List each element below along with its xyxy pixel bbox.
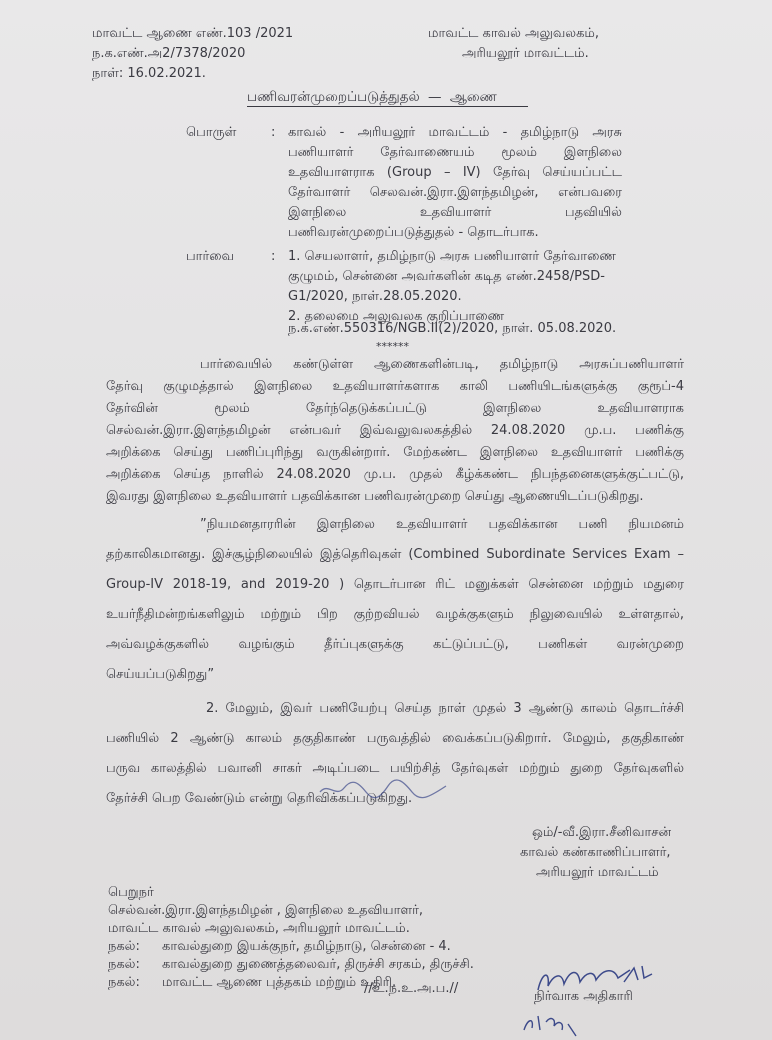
- signature-name: ஒம்/-வீ.இரா.சீனிவாசன்: [532, 825, 672, 840]
- word: IV): [462, 165, 481, 180]
- body-line: தேர்வின் மூலம் தேர்ந்தெடுக்கப்பட்டு இளநிலை உதவியாளராக: [106, 401, 684, 416]
- body-line: செல்வன்.இரா.இளந்தமிழன் என்பவர் இவ்வலுவலகத்தில் 24.08.2020 மு.ப. பணிக்கு: [106, 423, 684, 438]
- copy-label: நகல்:: [108, 975, 140, 990]
- reference-label: பார்வை: [186, 249, 235, 264]
- subject-line: [288, 164, 622, 182]
- word: தேர்வாளர்: [288, 185, 351, 200]
- office-district: அரியலூர் மாவட்டம்.: [462, 46, 589, 61]
- reference-line: ந.க.எண்.550316/NGB.II(2)/2020, நாள். 05.08.2020.: [288, 321, 617, 336]
- copy-label: நகல்:: [108, 939, 140, 954]
- subject-last-line: பணிவரன்முறைப்படுத்துதல் - தொடர்பாக.: [288, 225, 539, 240]
- attestation: //உ.ந.உ.அ.ப.//: [364, 981, 459, 996]
- copy-text: காவல்துறை இயக்குநர், தமிழ்நாடு, சென்னை - 4.: [162, 939, 451, 954]
- quote-line: செய்யப்படுகிறது”: [106, 667, 215, 682]
- quote-line: உயர்நீதிமன்றங்களிலும் மற்றும் பிற குற்றவியல் வழக்குகளும் நிலுவையில் உள்ளதால்,: [106, 607, 684, 622]
- quote-line: ”நியமனதாரரின் இளநிலை உதவியாளர் பதவிக்கான பணி நியமனம்: [200, 517, 684, 532]
- word: செலவன்.இரா.இளந்தமிழன்,: [369, 185, 539, 200]
- handwritten-initials: [520, 1008, 580, 1040]
- title-dash: —: [428, 89, 442, 105]
- subject-line: [288, 144, 622, 162]
- subject-line: [288, 184, 622, 202]
- body-line: தேர்ச்சி பெற வேண்டும் என்று தெரிவிக்கப்படுகிறது.: [106, 791, 413, 806]
- body-line: அறிக்கை செய்த நாளில் 24.08.2020 மு.ப. முதல் கீழ்க்கண்ட நிபந்தனைகளுக்குட்பட்டு,: [106, 467, 684, 482]
- reference-line: 1. செயலாளர், தமிழ்நாடு அரசு பணியாளர் தேர்வாணை: [288, 249, 616, 264]
- word: -: [502, 125, 508, 140]
- body-line: பருவ காலத்தில் பவானி சாகர் அடிப்படை பயிற்சித் தேர்வுகள் மற்றும் துறை தேர்வுகளில்: [106, 761, 684, 776]
- word: இளநிலை: [288, 205, 347, 220]
- body-line: தேர்வு குழுமத்தால் இளநிலை உதவியாளர்களாக காலி பணியிடங்களுக்கு குரூப்-4: [106, 379, 684, 394]
- copy-label: நகல்:: [108, 957, 140, 972]
- word: காவல்: [288, 125, 327, 140]
- subject-label: பொருள்: [186, 125, 237, 140]
- reference-colon: :: [271, 249, 276, 264]
- word: (Group: [386, 165, 432, 180]
- signature-district: அரியலூர் மாவட்டம்: [536, 865, 659, 880]
- subject-line: [288, 124, 622, 142]
- separator-stars: ******: [376, 340, 409, 353]
- word: என்பவரை: [558, 185, 622, 200]
- order-number: மாவட்ட ஆணை எண்.103 /2021: [92, 26, 294, 41]
- reference-line: குழுமம், சென்னை அவர்களின் கடித எண்.2458/PSD-: [288, 269, 605, 284]
- office-name: மாவட்ட காவல் அலுவலகம்,: [428, 26, 599, 41]
- body-line: 2. மேலும், இவர் பணியேற்பு செய்த நாள் முதல் 3 ஆண்டு காலம் தொடர்ச்சி: [206, 701, 684, 716]
- body-line: அறிக்கை செய்து பணிப்புரிந்து வருகின்றார். மேற்கண்ட இளநிலை உதவியாளர் பணிக்கு: [106, 445, 684, 460]
- subject-colon: :: [271, 125, 276, 140]
- subject-line: [288, 204, 622, 222]
- handwritten-scribble: [318, 778, 448, 800]
- reference-number: ந.க.எண்.அ2/7378/2020: [92, 46, 246, 61]
- copy-text: காவல்துறை துணைத்தலைவர், திருச்சி சரகம், திருச்சி.: [162, 957, 474, 972]
- word: மாவட்டம்: [428, 125, 490, 140]
- word: தேர்வு: [493, 165, 530, 180]
- officer-title: நிர்வாக அதிகாரி: [534, 989, 633, 1004]
- word: -: [339, 125, 345, 140]
- quote-line: Group-IV 2018-19, and 2019-20 ) தொடர்பான ரிட் மனுக்கள் சென்னை மற்றும் மதுரை: [106, 577, 684, 592]
- recipient-line: செல்வன்.இரா.இளந்தமிழன் , இளநிலை உதவியாளர்,: [108, 903, 424, 918]
- word: உதவியாளராக: [288, 165, 375, 180]
- signature-designation: காவல் கண்காணிப்பாளர்,: [520, 845, 671, 860]
- word: மூலம்: [501, 145, 537, 160]
- word: இளநிலை: [563, 145, 622, 160]
- title-left: பணிவரன்முறைப்படுத்துதல்: [247, 89, 420, 105]
- body-line: பணியில் 2 ஆண்டு காலம் தகுதிகாண் பருவத்தில் வைக்கப்படுகிறார். மேலும், தகுதிகாண்: [106, 731, 684, 746]
- word: தேர்வாணையம்: [380, 145, 475, 160]
- word: செய்யப்பட்ட: [542, 165, 622, 180]
- word: பணியாளர்: [288, 145, 354, 160]
- recipient-line: மாவட்ட காவல் அலுவலகம், அரியலூர் மாவட்டம்.: [108, 921, 410, 936]
- document-title: [247, 88, 497, 106]
- reference-line: 2. தலைமை அலுவலக குறிப்பாணை: [288, 309, 505, 324]
- word: அரசு: [592, 125, 622, 140]
- word: உதவியாளர்: [419, 205, 492, 220]
- word: அரியலூர்: [357, 125, 416, 140]
- title-right: ஆணை: [449, 89, 497, 105]
- word: –: [443, 165, 451, 180]
- word: பதவியில்: [564, 205, 622, 220]
- reference-line: G1/2020, நாள்.28.05.2020.: [288, 289, 462, 304]
- recipient-label: பெறுநர்: [108, 885, 154, 900]
- title-underline: [247, 106, 528, 107]
- quote-line: தற்காலிகமானது. இச்சூழ்நிலையில் இத்தெரிவுகள் (Combined Subordinate Services Exam –: [106, 547, 684, 562]
- order-date: நாள்: 16.02.2021.: [92, 66, 206, 81]
- copy-text: மாவட்ட ஆணை புத்தகம் மற்றும் உதிரி.: [162, 975, 397, 990]
- body-line: இவரது இளநிலை உதவியாளர் பதவிக்கான பணிவரன்முறை செய்து ஆணையிடப்படுகிறது.: [106, 489, 644, 504]
- word: தமிழ்நாடு: [520, 125, 580, 140]
- quote-line: அவ்வழக்குகளில் வழங்கும் தீர்ப்புகளுக்கு கட்டுப்பட்டு, பணிகள் வரன்முறை: [106, 637, 684, 652]
- body-line: பார்வையில் கண்டுள்ள ஆணைகளின்படி, தமிழ்நாடு அரசுப்பணியாளர்: [200, 357, 684, 372]
